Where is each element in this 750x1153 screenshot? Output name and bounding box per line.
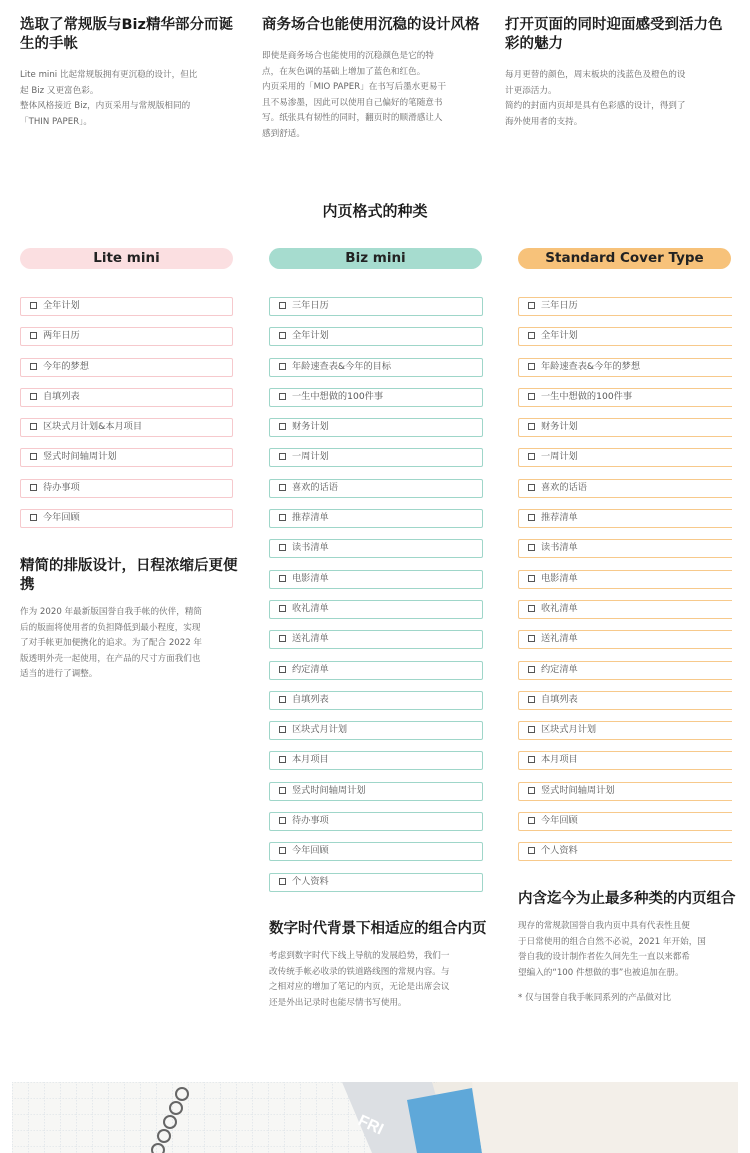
- format-item: [518, 691, 732, 710]
- format-item-label: 三年日历: [541, 300, 578, 311]
- format-item: [518, 297, 732, 316]
- checkbox-icon: [279, 393, 286, 400]
- format-item: [269, 751, 483, 770]
- checkbox-icon: [528, 817, 535, 824]
- format-item: [518, 782, 732, 801]
- checkbox-icon: [528, 484, 535, 491]
- format-item: [20, 479, 233, 498]
- checkbox-icon: [30, 484, 37, 491]
- checkbox-icon: [279, 332, 286, 339]
- format-item-label: 送礼清单: [541, 633, 578, 645]
- checkbox-icon: [279, 726, 286, 733]
- page-format-list-standard: [518, 297, 732, 873]
- checkbox-icon: [30, 423, 37, 430]
- checkbox-icon: [279, 847, 286, 854]
- intro-text: Lite mini 比起常规版拥有更沉稳的设计，但比 起 Biz 又更富色彩。 整体风格接近 Biz，内页采用与常规版相同的 「THIN PAPER」。: [20, 70, 198, 127]
- format-item-label: 电影清单: [292, 572, 329, 584]
- format-item: [20, 388, 233, 407]
- column-header-standard-cover-type: Standard Cover Type: [518, 248, 731, 269]
- format-item-label: 读书清单: [292, 542, 329, 554]
- format-item-label: 自填列表: [292, 693, 329, 705]
- format-item-label: 今年回顾: [292, 845, 329, 857]
- format-item: [269, 873, 483, 892]
- planner-photo-illustration: [12, 1082, 738, 1153]
- column-header-lite-mini: Lite mini: [20, 248, 233, 269]
- format-item-label: 本月项目: [541, 754, 578, 766]
- format-item-label: 待办事项: [43, 481, 80, 493]
- intro-lite: [20, 16, 238, 130]
- checkbox-icon: [279, 787, 286, 794]
- footnote: * 仅与国誉自我手帐同系列的产品做对比: [518, 993, 672, 1003]
- feature-title: 内含迄今为止最多种类的内页组合: [518, 891, 736, 907]
- format-item-label: 约定清单: [292, 663, 329, 675]
- format-item: [269, 600, 483, 619]
- format-item: [269, 539, 483, 558]
- format-item: [20, 327, 233, 346]
- checkbox-icon: [528, 635, 535, 642]
- format-item: [269, 327, 483, 346]
- format-item-label: 一生中想做的100件事: [292, 390, 384, 402]
- checkbox-icon: [279, 302, 286, 309]
- checkbox-icon: [279, 696, 286, 703]
- checkbox-icon: [528, 787, 535, 794]
- feature-text: 现存的常规款国誉自我内页中具有代表性且便 于日常使用的组合自然不必说，2021 年开始，国 誉自我的设计制作者佐久间先生一直以来都希 望编入的“100 件想做的事”也被追加在册。: [518, 921, 706, 978]
- format-item-label: 区块式月计划: [541, 724, 597, 736]
- checkbox-icon: [279, 878, 286, 885]
- format-item: [518, 448, 732, 467]
- checkbox-icon: [528, 393, 535, 400]
- format-item-label: 自填列表: [541, 693, 578, 705]
- format-item: [518, 539, 732, 558]
- column-header-biz-mini: Biz mini: [269, 248, 482, 269]
- format-item: [518, 751, 732, 770]
- format-item-label: 送礼清单: [292, 633, 329, 645]
- intro-standard: [505, 16, 723, 130]
- format-item: [20, 448, 233, 467]
- checkbox-icon: [279, 423, 286, 430]
- intro-title: 打开页面的同时迎面感受到活力色彩的魅力: [505, 17, 723, 52]
- checkbox-icon: [279, 514, 286, 521]
- checkbox-icon: [279, 817, 286, 824]
- format-item-label: 一生中想做的100件事: [541, 390, 633, 402]
- feature-title: 精简的排版设计，日程浓缩后更便携: [20, 558, 238, 593]
- format-item-label: 竖式时间轴周计划: [43, 451, 117, 463]
- feature-text: 考虑到数字时代下线上导航的发展趋势，我们一 改传统手帐必收录的铁道路线图的常规内容。与 之相对应的增加了笔记的内页，无论是出席会议 还是外出记录时也能尽情书写使用。: [269, 951, 450, 1008]
- format-item-label: 一周计划: [292, 451, 329, 463]
- format-item: [269, 842, 483, 861]
- feature-biz: [269, 920, 487, 1011]
- format-item-label: 今年回顾: [43, 512, 80, 524]
- format-item-label: 全年计划: [43, 300, 80, 311]
- intro-title: 选取了常规版与Biz精华部分而诞生的手帐: [20, 17, 233, 52]
- format-item: [518, 661, 732, 680]
- checkbox-icon: [528, 302, 535, 309]
- format-item: [269, 570, 483, 589]
- checkbox-icon: [528, 332, 535, 339]
- format-item: [269, 812, 483, 831]
- format-item-label: 年龄速查表&今年的目标: [292, 360, 392, 372]
- format-item-label: 财务计划: [292, 421, 329, 433]
- format-item-label: 个人资料: [541, 845, 578, 857]
- format-item-label: 财务计划: [541, 421, 578, 433]
- product-photo: [12, 1082, 738, 1153]
- format-item: [20, 418, 233, 437]
- format-item-label: 区块式月计划&本月项目: [43, 421, 143, 433]
- page-format-list-lite: [20, 297, 233, 539]
- format-item-label: 待办事项: [292, 815, 329, 827]
- format-item: [20, 358, 233, 377]
- format-item-label: 竖式时间轴周计划: [292, 784, 366, 796]
- checkbox-icon: [528, 726, 535, 733]
- day-label: FRI: [355, 1112, 386, 1139]
- checkbox-icon: [528, 453, 535, 460]
- intro-text: 即使是商务场合也能使用的沉稳颜色是它的特 点，在灰色调的基础上增加了蓝色和红色。 内页采用的「MIO PAPER」在书写后墨水更易干 且不易渗墨，因此可以使用自己偏好的笔随意书 写。纸张具有韧性的同时，翻页时的顺滑感让人 感到舒适。: [262, 51, 447, 139]
- format-item-label: 今年的梦想: [43, 360, 89, 372]
- format-item: [269, 388, 483, 407]
- checkbox-icon: [528, 514, 535, 521]
- checkbox-icon: [279, 666, 286, 673]
- section-title: 内页格式的种类: [322, 202, 428, 220]
- format-item: [269, 721, 483, 740]
- format-item: [518, 479, 732, 498]
- format-item: [518, 812, 732, 831]
- format-item-label: 全年计划: [292, 330, 329, 342]
- format-item: [20, 297, 233, 316]
- checkbox-icon: [528, 605, 535, 612]
- format-item-label: 约定清单: [541, 663, 578, 675]
- format-item-label: 全年计划: [541, 330, 578, 342]
- format-item-label: 区块式月计划: [292, 724, 348, 736]
- format-item: [269, 691, 483, 710]
- checkbox-icon: [279, 605, 286, 612]
- format-item: [518, 570, 732, 589]
- feature-text: 作为 2020 年最新版国誉自我手帐的伙伴，精简 后的版面将使用者的负担降低到最小程度，实现 了对手帐更加便携化的追求。为了配合 2022 年 版透明外壳一起使用，在产品的尺寸方面我们也 适当的进行了调整。: [20, 607, 203, 679]
- checkbox-icon: [528, 756, 535, 763]
- format-item-label: 个人资料: [292, 875, 329, 887]
- checkbox-icon: [279, 484, 286, 491]
- format-item-label: 三年日历: [292, 300, 329, 311]
- checkbox-icon: [528, 847, 535, 854]
- checkbox-icon: [279, 363, 286, 370]
- format-item-label: 竖式时间轴周计划: [541, 784, 615, 796]
- format-item: [269, 782, 483, 801]
- format-item: [269, 509, 483, 528]
- format-item: [518, 388, 732, 407]
- checkbox-icon: [528, 696, 535, 703]
- intro-text: 每月更替的颜色，周末板块的浅蓝色及橙色的设 计更添活力。 简约的封面内页却是具有色彩感的设计，得到了 海外使用者的支持。: [505, 70, 686, 127]
- format-item-label: 一周计划: [541, 451, 578, 463]
- format-item: [269, 448, 483, 467]
- intro-biz: [262, 16, 480, 142]
- format-item-label: 本月项目: [292, 754, 329, 766]
- format-item-label: 自填列表: [43, 390, 80, 402]
- checkbox-icon: [528, 423, 535, 430]
- format-item: [518, 358, 732, 377]
- format-item: [269, 661, 483, 680]
- page-format-list-biz: [269, 297, 483, 903]
- format-item-label: 喜欢的话语: [541, 481, 587, 493]
- format-item: [518, 418, 732, 437]
- format-item: [518, 600, 732, 619]
- checkbox-icon: [528, 544, 535, 551]
- checkbox-icon: [30, 332, 37, 339]
- checkbox-icon: [30, 514, 37, 521]
- format-item: [20, 509, 233, 528]
- format-item: [269, 630, 483, 649]
- intro-title: 商务场合也能使用沉稳的设计风格: [262, 17, 480, 33]
- format-item-label: 今年回顾: [541, 815, 578, 827]
- format-item-label: 读书清单: [541, 542, 578, 554]
- checkbox-icon: [528, 575, 535, 582]
- checkbox-icon: [279, 453, 286, 460]
- format-item-label: 收礼清单: [541, 602, 578, 614]
- feature-standard: [518, 890, 736, 1007]
- checkbox-icon: [279, 544, 286, 551]
- checkbox-icon: [30, 453, 37, 460]
- format-item-label: 年龄速查表&今年的梦想: [541, 360, 641, 372]
- format-item: [518, 509, 732, 528]
- format-item: [518, 327, 732, 346]
- format-item-label: 电影清单: [541, 572, 578, 584]
- checkbox-icon: [30, 363, 37, 370]
- format-item: [269, 297, 483, 316]
- checkbox-icon: [30, 302, 37, 309]
- checkbox-icon: [279, 635, 286, 642]
- format-item-label: 推荐清单: [541, 512, 578, 524]
- format-item: [269, 479, 483, 498]
- feature-title: 数字时代背景下相适应的组合内页: [269, 921, 487, 937]
- format-item: [269, 418, 483, 437]
- format-item: [269, 358, 483, 377]
- format-item-label: 推荐清单: [292, 512, 329, 524]
- checkbox-icon: [528, 363, 535, 370]
- format-item: [518, 630, 732, 649]
- format-item: [518, 721, 732, 740]
- feature-lite: [20, 557, 238, 683]
- checkbox-icon: [279, 575, 286, 582]
- checkbox-icon: [528, 666, 535, 673]
- format-item-label: 喜欢的话语: [292, 481, 338, 493]
- format-item-label: 两年日历: [43, 330, 80, 342]
- checkbox-icon: [30, 393, 37, 400]
- format-item-label: 收礼清单: [292, 602, 329, 614]
- checkbox-icon: [279, 756, 286, 763]
- format-item: [518, 842, 732, 861]
